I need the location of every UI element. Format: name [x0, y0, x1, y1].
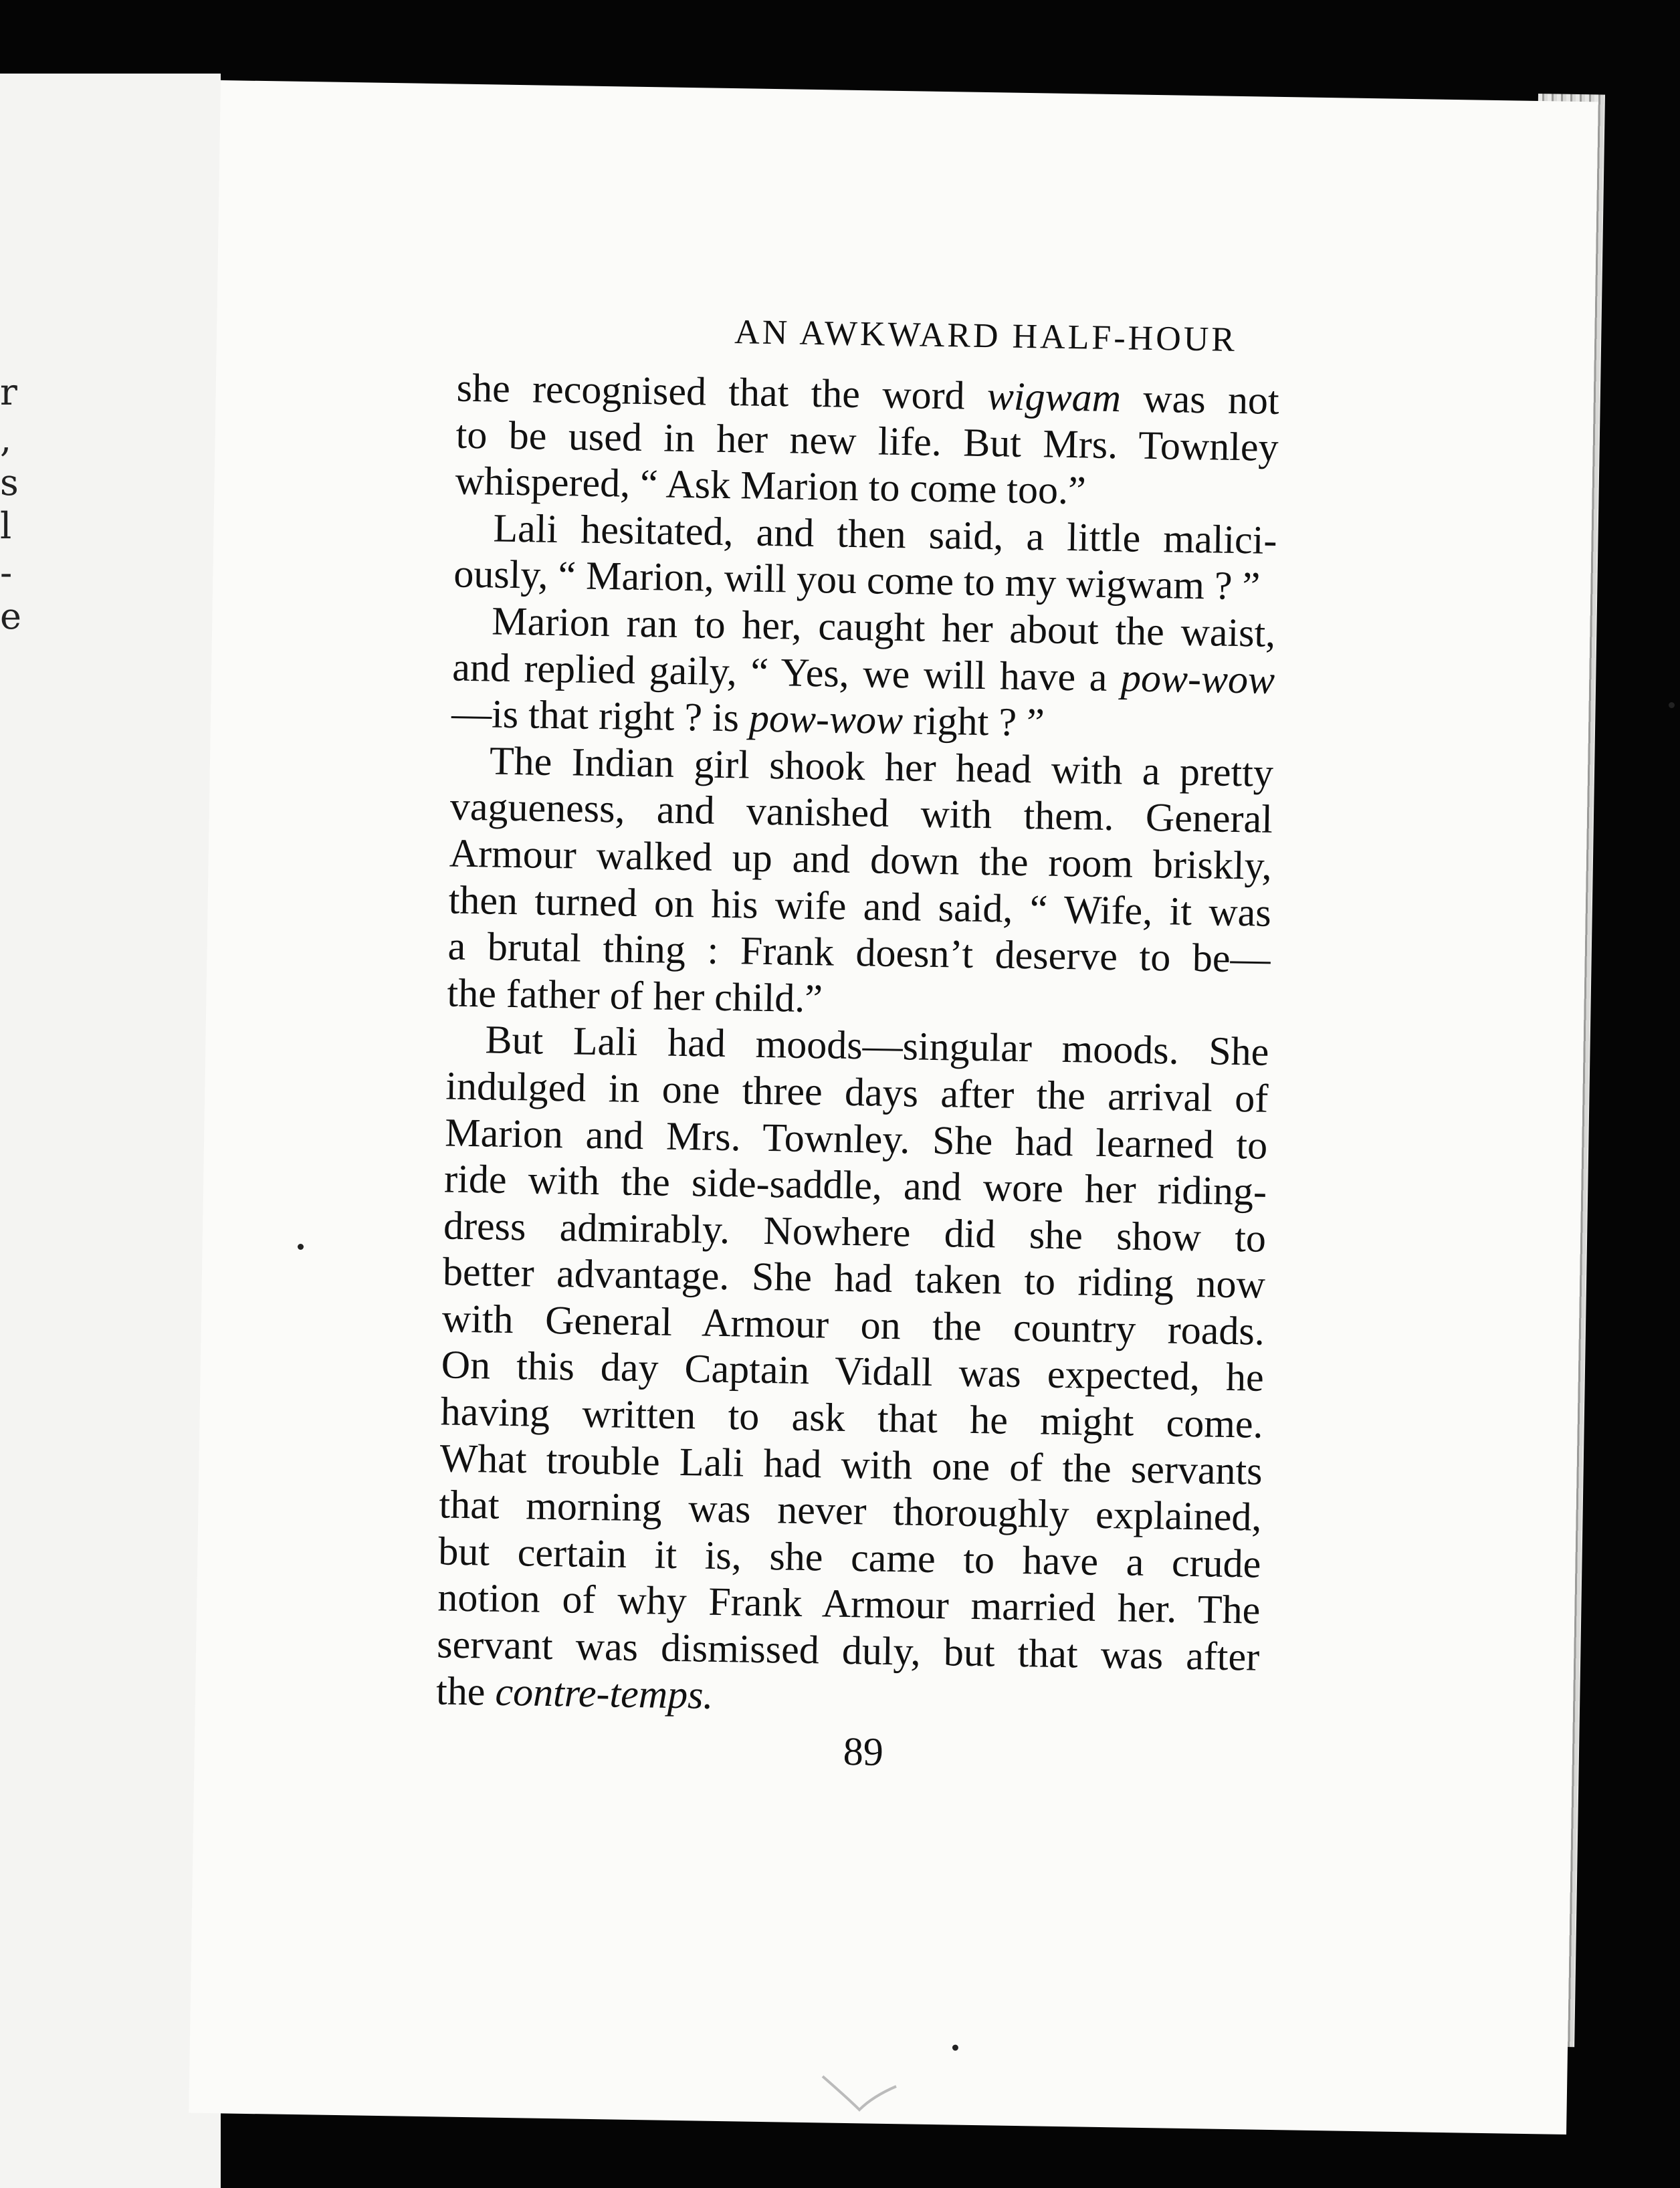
text-segment: right ? ”	[902, 698, 1045, 745]
text-segment: that morning was never thoroughly explained,	[439, 1482, 1262, 1539]
left-margin-char: s	[0, 461, 19, 504]
text-segment: whispered, “ Ask Marion to come too.”	[455, 458, 1087, 513]
text-segment: servant was dismissed duly, but that was after	[436, 1622, 1260, 1679]
text-segment: On this day Captain Vidall was expected, he	[441, 1342, 1265, 1400]
text-segment: to be used in her new life. But Mrs. Townley	[455, 412, 1279, 469]
text-segment: and replied gaily, “ Yes, we will have a	[451, 645, 1122, 699]
text-segment: vagueness, and vanished with them. General	[449, 784, 1273, 842]
speck	[1669, 702, 1675, 708]
speck	[952, 2045, 958, 2051]
italic-word: pow-wow	[748, 695, 904, 743]
text-segment: Marion ran to her, caught her about the waist,	[491, 598, 1276, 655]
page-number: 89	[843, 1729, 884, 1774]
text-segment: Armour walked up and down the room briskly,	[449, 831, 1273, 888]
text-segment: she recognised that the word	[456, 365, 988, 419]
text-segment: The Indian girl shook her head with a pretty	[489, 738, 1274, 795]
text-segment: with General Armour on the country roads.	[441, 1296, 1265, 1353]
text-segment: the	[435, 1668, 496, 1714]
text-segment: notion of why Frank Armour married her. The	[437, 1575, 1261, 1633]
text-segment: the father of her child.”	[447, 970, 823, 1021]
body-text	[436, 365, 1280, 1727]
text-segment: indulged in one three days after the arrival of	[445, 1063, 1269, 1121]
text-segment: better advantage. She had taken to riding now	[442, 1249, 1266, 1307]
left-page	[0, 74, 221, 2188]
italic-word: wigwam	[986, 374, 1122, 421]
left-margin-char: -	[0, 552, 13, 594]
right-page	[189, 80, 1598, 2135]
text-segment: but certain it is, she came to have a crude	[437, 1529, 1261, 1586]
left-margin-char: e	[0, 595, 21, 637]
speck	[298, 1244, 304, 1250]
text-segment: But Lali had moods—singular moods. She	[484, 1017, 1269, 1075]
left-margin-char: ,	[0, 418, 12, 460]
text-segment: then turned on his wife and said, “ Wife, it was	[448, 877, 1272, 935]
binding-thread-mark	[819, 2073, 900, 2113]
text-segment: —is that right ? is	[451, 691, 750, 740]
text-segment: ously, “ Marion, will you come to my wigwam ? ”	[453, 551, 1261, 609]
italic-word: pow-wow	[1120, 655, 1275, 702]
italic-word: contre-temps.	[495, 1669, 714, 1717]
text-segment: a brutal thing : Frank doesn’t deserve to be—	[447, 923, 1271, 981]
running-head: AN AWKWARD HALF-HOUR	[734, 313, 1238, 359]
left-margin-char: l	[0, 505, 12, 547]
text-segment: Marion and Mrs. Townley. She had learned to	[444, 1109, 1268, 1168]
text-segment: Lali hesitated, and then said, a little malici-	[493, 506, 1277, 562]
text-segment: What trouble Lali had with one of the servants	[439, 1436, 1263, 1493]
text-segment: was not	[1120, 376, 1280, 423]
text-segment: ride with the side-saddle, and wore her riding-	[443, 1156, 1267, 1214]
text-segment: having written to ask that he might come.	[440, 1389, 1264, 1446]
left-margin-char: r	[0, 371, 17, 413]
text-segment: dress admirably. Nowhere did she show to	[443, 1203, 1267, 1261]
